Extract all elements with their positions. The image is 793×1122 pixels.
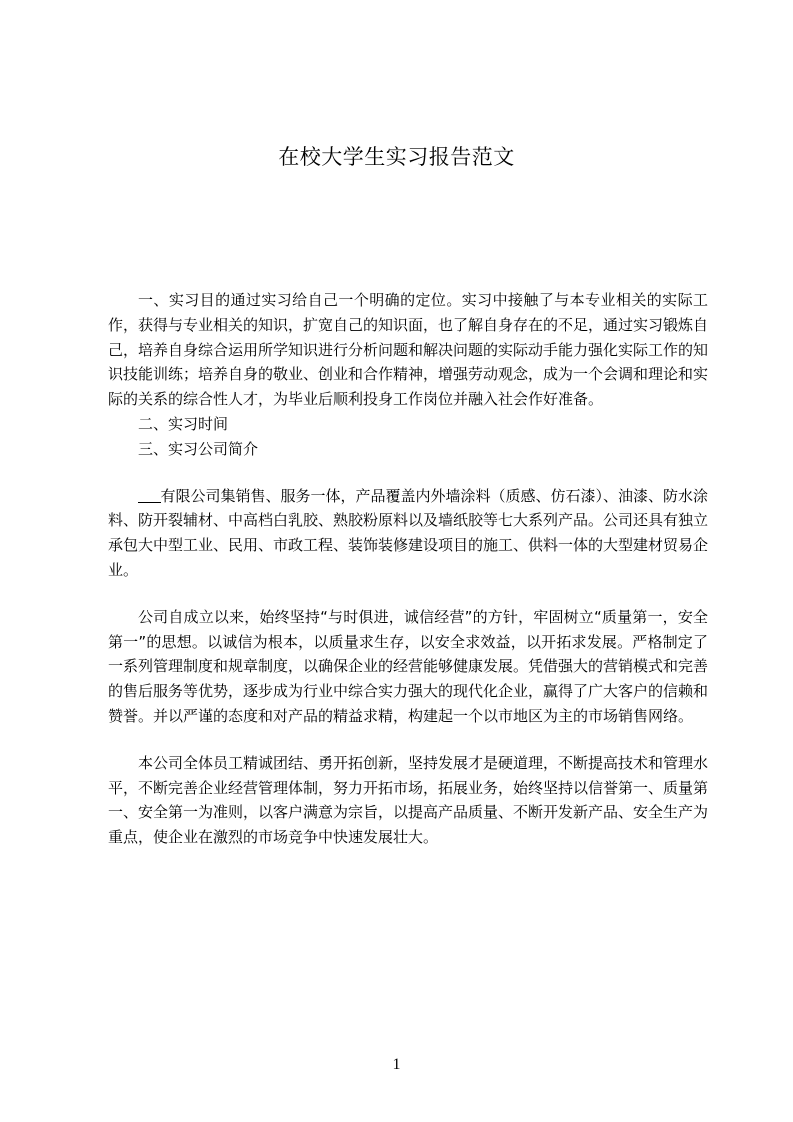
page-title: 在校大学生实习报告范文 bbox=[278, 145, 515, 169]
blank-company-name-underline bbox=[138, 487, 161, 503]
paragraph-purpose: 一、实习目的通过实习给自己一个明确的定位。实习中接触了与本专业相关的实际工作，获得与专业相关的知识，扩宽自己的知识面，也了解自身存在的不足，通过实习锻炼自己，培养自身综合运用所学知识进行分析问题和解决问题的实际动手能力强化实际工作的知识技能训练；培养自身的敬业、创业和合作精神，增强劳动观念，成为一个会调和理论和实际的关系的综合性人才，为毕业后顺利投身工作岗位并融入社会作好准备。 bbox=[108, 291, 709, 409]
paragraph-company-products-text: 有限公司集销售、服务一体，产品覆盖内外墙涂料（质感、仿石漆）、油漆、防水涂料、防开裂辅材、中高档白乳胶、熟胶粉原料以及墙纸胶等七大系列产品。公司还具有独立承包大中型工业、民用、市政工程、装饰装修建设项目的施工、供料一体的大型建材贸易企业。 bbox=[108, 486, 709, 579]
paragraph-company-history: 公司自成立以来，始终坚持“与时俱进，诚信经营”的方针，牢固树立“质量第一，安全第一”的思想。以诚信为根本，以质量求生存，以安全求效益，以开拓求发展。严格制定了一系列管理制度和规章制度，以确保企业的经营能够健康发展。凭借强大的营销模式和完善的售后服务等优势，逐步成为行业中综合实力强大的现代化企业，赢得了广大客户的信赖和赞誉。并以严谨的态度和对产品的精益求精，构建起一个以市地区为主的市场销售网络。 bbox=[108, 607, 709, 725]
page-number: 1 bbox=[392, 1056, 401, 1073]
document-body bbox=[108, 288, 708, 850]
paragraph-company-staff: 本公司全体员工精诚团结、勇开拓创新，坚持发展才是硬道理，不断提高技术和管理水平，不断完善企业经营管理体制，努力开拓市场，拓展业务，始终坚持以信誉第一、质量第一、安全第一为准则，以客户满意为宗旨，以提高产品质量、不断开发新产品、安全生产为重点，使企业在激烈的市场竞争中快速发展壮大。 bbox=[108, 753, 709, 847]
heading-internship-time: 二、实习时间 bbox=[138, 414, 229, 433]
heading-company-intro: 三、实习公司简介 bbox=[138, 439, 259, 458]
paragraph-company-products bbox=[108, 484, 708, 583]
